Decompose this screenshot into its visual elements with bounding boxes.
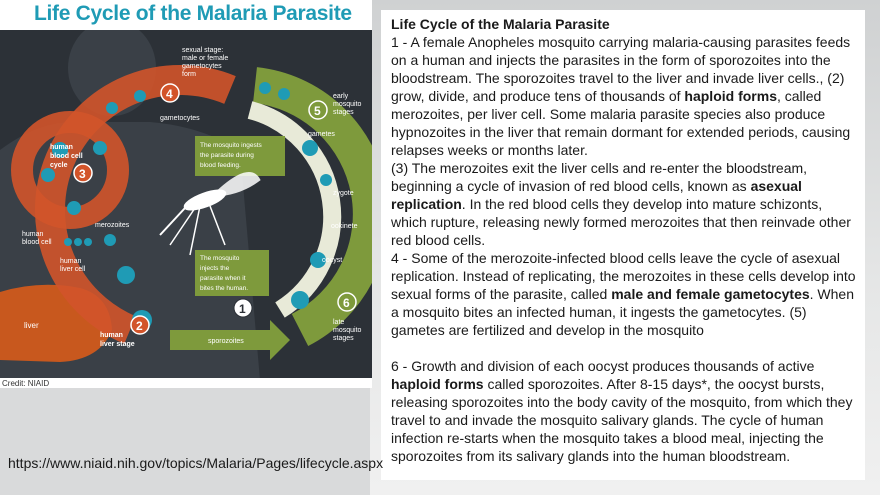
lifecycle-description xyxy=(391,15,861,465)
late-mosquito-line-2: mosquito xyxy=(333,327,362,334)
injects-line-1: The mosquito xyxy=(200,255,240,262)
paragraph-step-3 xyxy=(391,159,861,249)
ingests-line-3: blood feeding. xyxy=(200,162,241,169)
blood-cell-cycle-line-1: human xyxy=(50,144,73,151)
step-2-number: 2 xyxy=(136,319,143,333)
p2-text-c: . In the red blood cells they develop into mature schizonts, which rupture, releasing newly formed merozoites that then reinvade other red blood cells. xyxy=(391,196,851,248)
p1-bold: haploid forms xyxy=(684,88,777,104)
image-credit: Credit: NIAID xyxy=(2,379,50,388)
credit-bar xyxy=(0,378,372,388)
sexual-stage-line-4: form xyxy=(182,71,196,78)
step-3-number: 3 xyxy=(79,167,86,181)
early-mosquito-line-3: stages xyxy=(333,109,354,116)
p2-bold: asexual replication xyxy=(391,178,802,212)
human-blood-cell-line-2: blood cell xyxy=(22,239,52,246)
p1-text-c: , called merozoites, per liver cell. Some malaria parasite species also produce hypnozoites in the liver that remain dormant for extended periods, causing relapses weeks or months later. xyxy=(391,88,851,158)
p2-text-a: (3) The merozoites exit the liver cells and re-enter the bloodstream, beginning a cycle of invasion of red blood cells, known as xyxy=(391,160,808,194)
blood-cell-cycle-line-2: blood cell xyxy=(50,153,83,160)
liver-stage-line-2: liver stage xyxy=(100,341,135,348)
sporozoites-label: sporozoites xyxy=(208,338,244,345)
p3-bold: male and female gametocytes xyxy=(611,286,810,302)
late-mosquito-line-3: stages xyxy=(333,335,354,342)
text-panel xyxy=(381,10,865,480)
injects-line-4: bites the human. xyxy=(200,285,249,292)
paragraph-step-6 xyxy=(391,357,861,465)
late-mosquito-line-1: late xyxy=(333,319,345,326)
early-mosquito-line-1: early xyxy=(333,93,349,100)
paragraph-step-4-5 xyxy=(391,249,861,339)
liver-label: liver xyxy=(24,321,39,330)
early-mosquito-line-2: mosquito xyxy=(333,101,362,108)
ingests-line-1: The mosquito ingests xyxy=(200,142,262,149)
p1-text-a: 1 - A female Anopheles mosquito carrying malaria-causing parasites feeds on a human and injects the parasites in the form of sporozoites into the bloodstream. The sporozoites travel to the liver and invade liver cells., (2) grow, divide, and produce tens of thousands of xyxy=(391,34,851,104)
p3-text-c: . When a mosquito bites an infected human, it ingests the gametocytes. (5) gametes are fertilized and develop in the mosquito xyxy=(391,286,855,338)
gametes-label: gametes xyxy=(308,131,335,138)
description-title: Life Cycle of the Malaria Parasite xyxy=(391,16,610,32)
ingests-line-2: the parasite during xyxy=(200,152,254,159)
gametocytes-label: gametocytes xyxy=(160,115,200,122)
oocyst-label: oocyst xyxy=(322,257,343,264)
sexual-stage-line-1: sexual stage: xyxy=(182,47,224,54)
merozoites-label: merozoites xyxy=(95,222,130,229)
blood-cell-cycle-line-3: cycle xyxy=(50,162,68,169)
paragraph-gap xyxy=(391,339,861,357)
injects-line-3: parasite when it xyxy=(200,275,246,282)
p4-text-a: 6 - Growth and division of each oocyst produces thousands of active xyxy=(391,358,815,374)
p4-text-c: called sporozoites. After 8-15 days*, the oocyst bursts, releasing sporozoites into the body cavity of the mosquito, from which they travel to and invade the mosquito salivary glands. The cycle of human infection re-starts when the mosquito takes a blood meal, injecting the sporozoites from its salivary glands into the human bloodstream. xyxy=(391,376,853,464)
infographic-title: Life Cycle of the Malaria Parasite xyxy=(34,2,352,25)
liver-stage-line-1: human xyxy=(100,332,123,339)
step-4-number: 4 xyxy=(166,87,173,101)
zygote-label: zygote xyxy=(333,190,354,197)
p4-bold: haploid forms xyxy=(391,376,484,392)
sexual-stage-line-2: male or female xyxy=(182,55,229,62)
sexual-stage-line-3: gametocytes xyxy=(182,63,222,70)
lifecycle-diagram xyxy=(0,30,372,380)
p3-text-a: 4 - Some of the merozoite-infected blood cells leave the cycle of asexual replication. Instead of replicating, the merozoites in these cells develop into sexual forms of the parasite, called xyxy=(391,250,856,302)
injects-line-2: injects the xyxy=(200,265,230,272)
step-5-number: 5 xyxy=(314,104,321,118)
human-liver-cell-line-1: human xyxy=(60,258,82,265)
malaria-lifecycle-infographic xyxy=(0,0,372,388)
step-6-number: 6 xyxy=(343,296,350,310)
ookinete-label: ookinete xyxy=(331,223,358,230)
human-blood-cell-line-1: human xyxy=(22,231,44,238)
paragraph-step-1-2 xyxy=(391,33,861,159)
step-1-number: 1 xyxy=(239,302,246,316)
source-url[interactable]: https://www.niaid.nih.gov/topics/Malaria/Pages/lifecycle.aspx xyxy=(8,455,384,471)
human-liver-cell-line-2: liver cell xyxy=(60,266,86,273)
